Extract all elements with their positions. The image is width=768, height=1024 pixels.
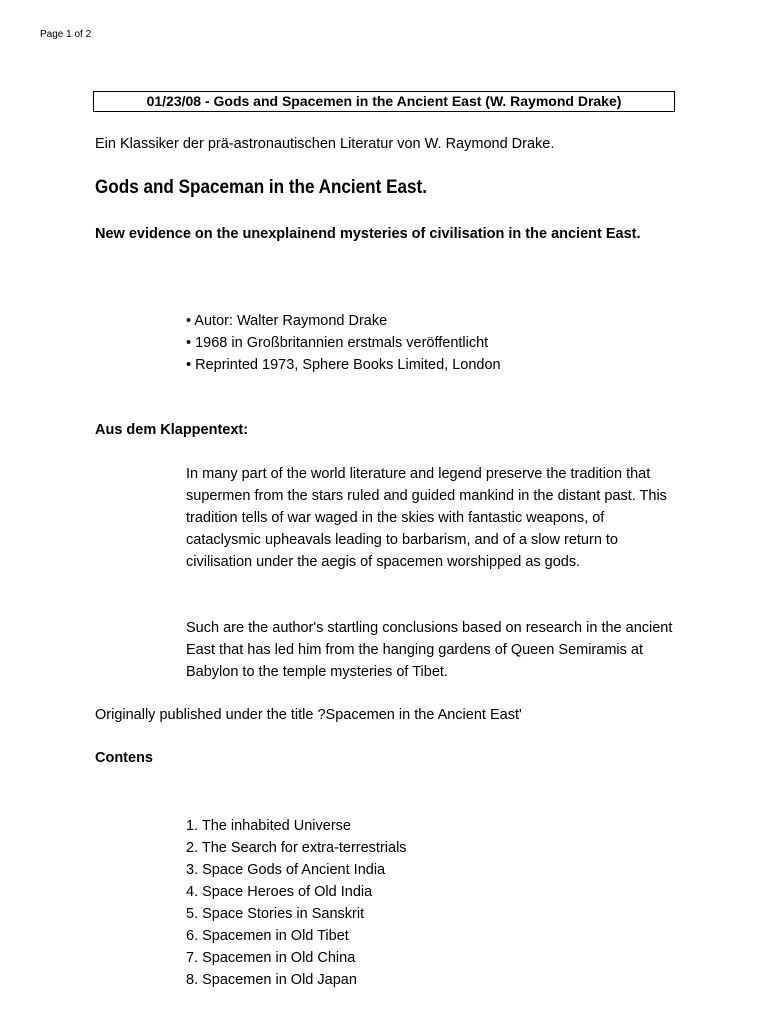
blurb-paragraph: In many part of the world literature and legend preserve the tradition that supermen from the stars ruled and guided mankind in the distant past. This tradition tells of war waged in the skies with fantastic weapons, of cataclysmic upheavals leading to barbarism, and of a slow return to civilisation under the aegis of spacemen worshipped as gods.: [186, 466, 667, 570]
contents-item: 8. Spacemen in Old Japan: [186, 972, 357, 988]
book-facts-list: [186, 310, 501, 376]
page-number: Page 1 of 2: [40, 29, 92, 40]
contents-label: Contens: [95, 750, 153, 766]
fact-item: • Autor: Walter Raymond Drake: [186, 313, 388, 329]
contents-item: 7. Spacemen in Old China: [186, 950, 356, 966]
originally-published-note: Originally published under the title ?Spacemen in the Ancient East': [95, 707, 522, 723]
blurb-label: Aus dem Klappentext:: [95, 422, 249, 438]
fact-item: • Reprinted 1973, Sphere Books Limited, London: [186, 357, 501, 373]
blurb-paragraph: Such are the author's startling conclusions based on research in the ancient East that has led him from the hanging gardens of Queen Semiramis at Babylon to the temple mysteries of Tibet.: [186, 620, 673, 680]
intro-text: Ein Klassiker der prä-astronautischen Literatur von W. Raymond Drake.: [95, 136, 555, 152]
fact-item: • 1968 in Großbritannien erstmals veröffentlicht: [186, 335, 489, 351]
contents-item: 6. Spacemen in Old Tibet: [186, 928, 349, 944]
contents-item: 4. Space Heroes of Old India: [186, 884, 373, 900]
contents-item: 5. Space Stories in Sanskrit: [186, 906, 365, 922]
contents-item: 1. The inhabited Universe: [186, 818, 351, 834]
document-title: 01/23/08 - Gods and Spacemen in the Ancient East (W. Raymond Drake): [93, 91, 675, 112]
contents-list: [186, 815, 407, 991]
contents-item: 3. Space Gods of Ancient India: [186, 862, 386, 878]
book-heading: Gods and Spaceman in the Ancient East.: [95, 177, 427, 198]
contents-item: 2. The Search for extra-terrestrials: [186, 840, 407, 856]
book-subheading: New evidence on the unexplainend mysteries of civilisation in the ancient East.: [95, 226, 641, 242]
